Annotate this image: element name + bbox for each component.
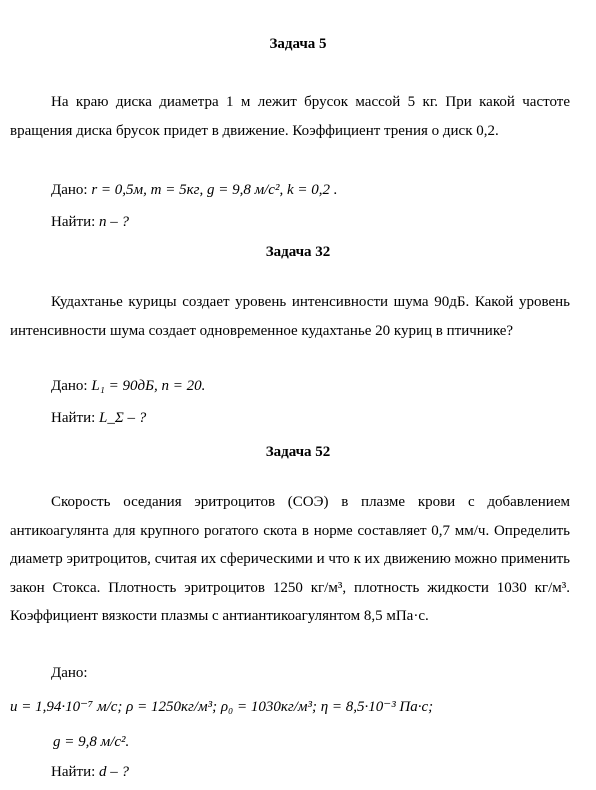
task52-find-label: Найти:: [51, 764, 96, 780]
task32-given-formula: L₁ = 90дБ, n = 20.: [91, 378, 206, 394]
task52-text: Скорость оседания эритроцитов (СОЭ) в плазме крови с добавлением антикоагулянта для крупного рогатого скота в норме составляет 0,7 мм/ч. Определить диаметр эритроцитов, считая их сферическими и что к их движению можно применить закон Стокса. Плотность эритроцитов 1250 кг/м³, плотность жидкости 1030 кг/м³. Коэффициент вязкости плазмы с антиантикоагулянтом 8,5 мПа·с.: [10, 494, 570, 624]
task52-given-formula-2: g = 9,8 м/с².: [53, 734, 130, 750]
task5-find: [51, 214, 129, 231]
task32-given: [51, 378, 205, 395]
task5-given: [51, 182, 338, 199]
task5-given-label: Дано:: [51, 182, 88, 198]
task52-find-formula: d – ?: [99, 764, 130, 780]
task52-title: Задача 52: [265, 444, 331, 460]
task32-find-label: Найти:: [51, 410, 96, 426]
task5-title: Задача 5: [269, 36, 327, 52]
task5-find-formula: n – ?: [99, 214, 130, 230]
task52-find: [51, 764, 129, 781]
task32-find-formula: L_Σ – ?: [99, 410, 147, 426]
task5-find-label: Найти:: [51, 214, 96, 230]
task52-given-label: Дано:: [51, 665, 88, 681]
task32-title: Задача 32: [265, 244, 331, 260]
task52-given-formula-1: u = 1,94·10⁻⁷ м/с; ρ = 1250кг/м³; ρ₀ = 1030кг/м³; η = 8,5·10⁻³ Па·с;: [10, 699, 434, 715]
task5-text: На краю диска диаметра 1 м лежит брусок массой 5 кг. При какой частоте вращения диска брусок придет в движение. Коэффициент трения о диск 0,2.: [10, 94, 570, 139]
task32-given-label: Дано:: [51, 378, 88, 394]
task32-find: [51, 410, 146, 427]
task5-given-formula: r = 0,5м, m = 5кг, g = 9,8 м/с², k = 0,2 .: [91, 182, 338, 198]
task32-text: Кудахтанье курицы создает уровень интенсивности шума 90дБ. Какой уровень интенсивности шума создает одновременное кудахтанье 20 куриц в птичнике?: [10, 294, 570, 339]
